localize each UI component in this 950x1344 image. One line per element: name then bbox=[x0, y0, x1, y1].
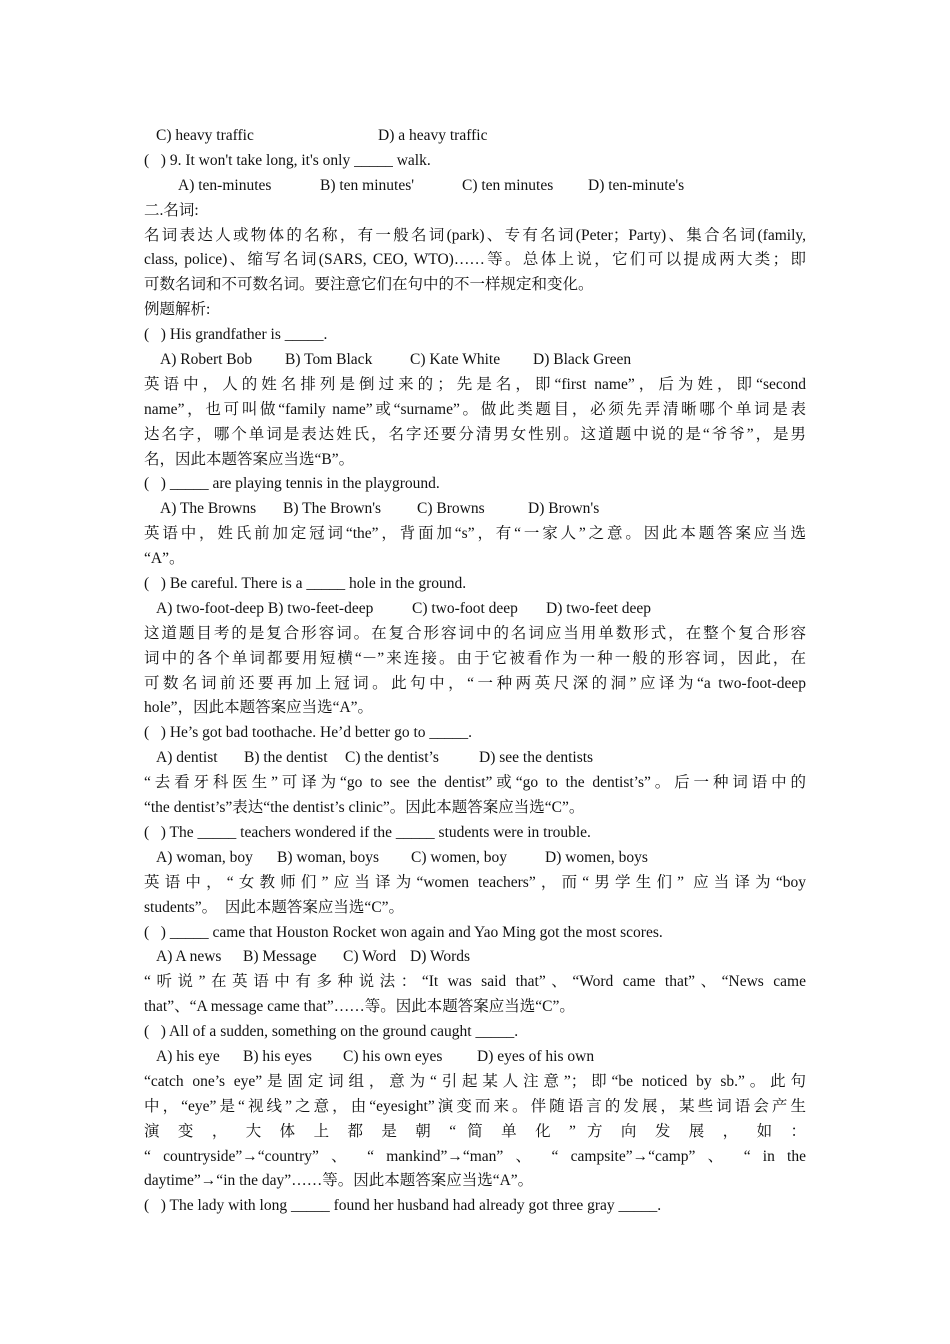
text-line: daytime”→“in the day”……等。因此本题答案应当选“A”。 bbox=[144, 1172, 534, 1190]
text-line: “the dentist’s”表达“the dentist’s clinic”。因此本题答案应当选“C”。 bbox=[144, 799, 585, 817]
text-line: 英语中，“女教师们”应当译为“women teachers”，而“男学生们” 应当译为“boy bbox=[144, 873, 806, 891]
document-body bbox=[144, 124, 806, 1219]
text-line: ( ) Be careful. There is a _____ hole in the ground. bbox=[144, 575, 467, 593]
answer-option: B) Message bbox=[243, 948, 317, 966]
text-line: 例题解析: bbox=[144, 301, 211, 319]
text-line: “听说”在英语中有多种说法：“It was said that”、“Word came that”、“News came bbox=[144, 973, 806, 991]
answer-option: D) a heavy traffic bbox=[378, 127, 488, 144]
text-line: that”、“A message came that”……等。因此本题答案应当选“C”。 bbox=[144, 998, 575, 1016]
text-line: 演 变 ， 大 体 上 都 是 朝 “ 简 单 化 ” 方 向 发 展 ， 如 ： bbox=[144, 1122, 806, 1140]
text-line: ( ) The lady with long _____ found her husband had already got three gray _____. bbox=[144, 1197, 662, 1215]
answer-option: D) see the dentists bbox=[479, 749, 594, 767]
answer-option: A) Robert Bob bbox=[160, 351, 253, 369]
text-line: 英语中，姓氏前加定冠词“the”，背面加“s”，有“一家人”之意。因此本题答案应当选 bbox=[144, 525, 806, 543]
answer-option: D) Brown's bbox=[528, 500, 600, 518]
text-line: 中，“eye”是“视线”之意，由“eyesight”演变而来。伴随语言的发展，某些词语会产生 bbox=[144, 1097, 806, 1115]
answer-option: C) two-foot deep bbox=[412, 599, 518, 617]
text-line: 可数名词和不可数名词。要注意它们在句中的不一样规定和变化。 bbox=[144, 276, 594, 294]
answer-option: B) ten minutes' bbox=[320, 176, 415, 194]
text-line: 可数名词前还要再加上冠词。此句中，“一种两英尺深的洞”应译为“a two-foot-deep bbox=[144, 674, 806, 692]
answer-option: A) woman, boy bbox=[156, 848, 253, 866]
text-line: hole”，因此本题答案应当选“A”。 bbox=[144, 699, 374, 717]
text-line: class, police)、缩写名词(SARS, CEO, WTO)……等。总体上说，它们可以提成两大类；即 bbox=[144, 251, 806, 269]
text-line: “ countryside”→“country” 、 “ mankind”→“man” 、 “ campsite”→“camp” 、 “ in the bbox=[144, 1147, 806, 1165]
answer-option: A) The Browns bbox=[160, 500, 257, 518]
text-line: students”。 因此本题答案应当选“C”。 bbox=[144, 898, 405, 916]
text-line: ( ) He’s got bad toothache. He’d better go to _____. bbox=[144, 724, 472, 742]
answer-option: A) two-foot-deep B) two-feet-deep bbox=[156, 599, 374, 617]
answer-option: C) heavy traffic bbox=[156, 127, 254, 144]
text-line: 这道题目考的是复合形容词。在复合形容词中的名词应当用单数形式，在整个复合形容 bbox=[144, 624, 806, 642]
answer-option: B) The Brown's bbox=[283, 500, 382, 518]
text-line: 达名字，哪个单词是表达姓氏，名字还要分清男女性别。这道题中说的是“爷爷”，是男 bbox=[144, 425, 806, 443]
text-line: “A”。 bbox=[144, 550, 185, 568]
answer-option: C) ten minutes bbox=[462, 176, 554, 194]
answer-option: C) Word bbox=[343, 948, 397, 966]
text-line: 词中的各个单词都要用短横“－”来连接。由于它被看作为一种一般的形容词，因此，在 bbox=[144, 649, 806, 667]
text-line: ( ) All of a sudden, something on the ground caught _____. bbox=[144, 1023, 519, 1041]
options-line bbox=[144, 1045, 806, 1070]
answer-option: C) Browns bbox=[417, 500, 485, 518]
answer-option: D) women, boys bbox=[545, 848, 648, 866]
answer-option: A) dentist bbox=[156, 749, 218, 767]
text-line: 二.名词: bbox=[144, 201, 199, 219]
text-line: 名词表达人或物体的名称，有一般名词(park)、专有名词(Peter；Party)、集合名词(family, bbox=[144, 226, 806, 244]
answer-option: C) his own eyes bbox=[343, 1047, 443, 1065]
text-line: “catch one’s eye”是固定词组，意为“引起某人注意”；即“be noticed by sb.”。此句 bbox=[144, 1072, 806, 1090]
answer-option: C) Kate White bbox=[410, 351, 501, 369]
text-line: 名，因此本题答案应当选“B”。 bbox=[144, 450, 355, 468]
text-line: “去看牙科医生”可译为“go to see the dentist”或“go to the dentist’s”。后一种词语中的 bbox=[144, 774, 806, 792]
answer-option: D) ten-minute's bbox=[588, 176, 685, 194]
answer-option: B) his eyes bbox=[243, 1047, 312, 1065]
text-line: ( ) The _____ teachers wondered if the _____ students were in trouble. bbox=[144, 823, 591, 841]
answer-option: B) Tom Black bbox=[285, 351, 373, 369]
text-line: name”，也可叫做“family name”或“surname”。做此类题目，必须先弄清晰哪个单词是表 bbox=[144, 400, 806, 418]
answer-option: D) Black Green bbox=[533, 351, 632, 369]
answer-option: C) the dentist’s bbox=[345, 749, 439, 767]
options-line bbox=[144, 846, 806, 871]
text-line: ( ) _____ came that Houston Rocket won again and Yao Ming got the most scores. bbox=[144, 923, 663, 941]
options-line bbox=[144, 174, 806, 199]
answer-option: A) A news bbox=[156, 948, 222, 966]
answer-option: D) Words bbox=[410, 948, 471, 966]
answer-option: B) woman, boys bbox=[277, 848, 380, 866]
answer-option: C) women, boy bbox=[411, 848, 508, 866]
options-line bbox=[144, 597, 806, 622]
text-line: 英语中，人的姓名排列是倒过来的；先是名，即“first name”，后为姓，即“second bbox=[144, 375, 806, 393]
text-line: ( ) _____ are playing tennis in the playground. bbox=[144, 475, 440, 493]
options-line bbox=[144, 497, 806, 522]
options-line bbox=[144, 348, 806, 373]
options-line bbox=[144, 124, 806, 149]
options-line bbox=[144, 746, 806, 771]
answer-option: A) his eye bbox=[156, 1047, 220, 1065]
answer-option: A) ten-minutes bbox=[178, 176, 272, 194]
text-line: ( ) His grandfather is _____. bbox=[144, 326, 328, 344]
answer-option: D) two-feet deep bbox=[546, 599, 652, 617]
text-line: ( ) 9. It won't take long, it's only _____ walk. bbox=[144, 151, 431, 169]
answer-option: D) eyes of his own bbox=[477, 1047, 595, 1065]
answer-option: B) the dentist bbox=[244, 749, 328, 767]
options-line bbox=[144, 945, 806, 970]
